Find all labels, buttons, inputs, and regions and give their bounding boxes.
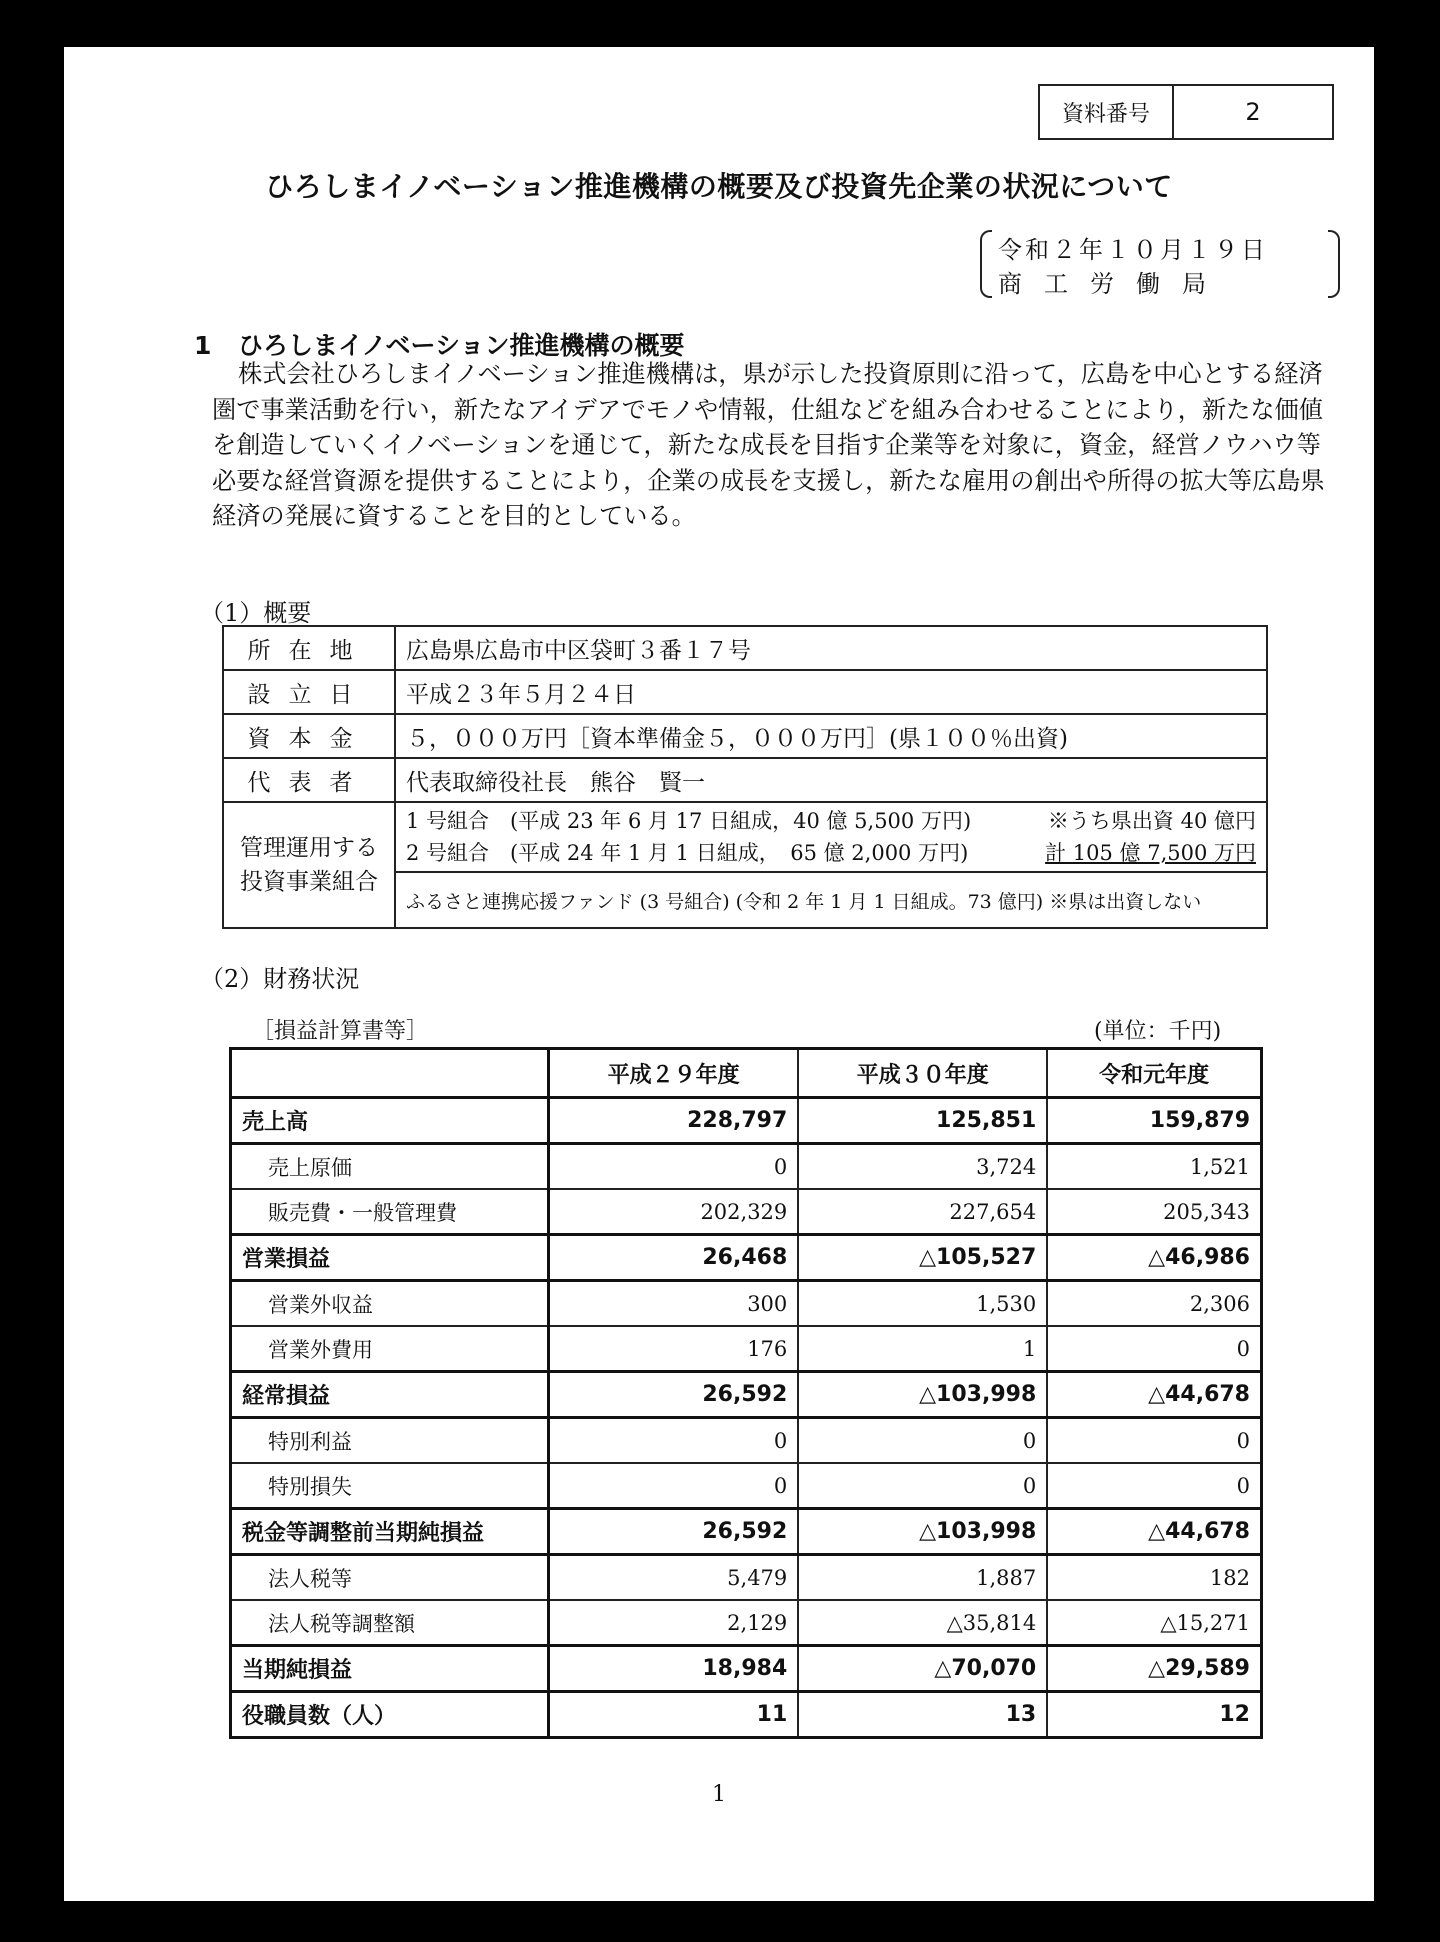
header-col: 令和元年度 xyxy=(1047,1049,1261,1098)
table-row xyxy=(231,1189,1262,1235)
row-label: 販売費・一般管理費 xyxy=(231,1189,549,1235)
document-number-value: 2 xyxy=(1245,98,1261,126)
row-value: 205,343 xyxy=(1047,1189,1261,1235)
row-value: △15,271 xyxy=(1047,1600,1261,1646)
row-value: 125,851 xyxy=(798,1098,1047,1144)
row-value: 182 xyxy=(1047,1555,1261,1601)
overview-label: 代表者 xyxy=(223,758,395,802)
row-value: △44,678 xyxy=(1047,1372,1261,1418)
row-label: 売上高 xyxy=(231,1098,549,1144)
department-line: 商工労働局 xyxy=(998,270,1228,298)
row-value: 0 xyxy=(798,1418,1047,1464)
row-value: 0 xyxy=(798,1463,1047,1509)
overview-heading: （1）概要 xyxy=(200,599,312,627)
table-row xyxy=(231,1144,1262,1190)
overview-label: 所在地 xyxy=(223,626,395,670)
row-value: 1 xyxy=(798,1326,1047,1372)
row-label: 営業損益 xyxy=(231,1235,549,1281)
row-value: 2,129 xyxy=(549,1600,799,1646)
table-row xyxy=(231,1281,1262,1327)
table-row xyxy=(231,1509,1262,1555)
date-line: 令和２年１０月１９日 xyxy=(998,236,1268,264)
date-block xyxy=(980,230,1340,298)
overview-table xyxy=(222,625,1268,929)
table-row xyxy=(231,1555,1262,1601)
row-value: 0 xyxy=(549,1418,799,1464)
header-blank xyxy=(231,1049,549,1098)
table-row xyxy=(231,1646,1262,1692)
row-value: △105,527 xyxy=(798,1235,1047,1281)
document-number-label: 資料番号 xyxy=(1040,86,1174,138)
table-row xyxy=(231,1692,1262,1738)
row-value: 1,530 xyxy=(798,1281,1047,1327)
row-value: △35,814 xyxy=(798,1600,1047,1646)
row-label: 経常損益 xyxy=(231,1372,549,1418)
unit-label: (単位：千円) xyxy=(1094,1019,1222,1044)
overview-value: ５，０００万円［資本準備金５，０００万円］(県１００％出資) xyxy=(395,714,1267,758)
document-page xyxy=(64,47,1374,1901)
row-value: 26,592 xyxy=(549,1509,799,1555)
row-value: 1,521 xyxy=(1047,1144,1261,1190)
row-value: 0 xyxy=(1047,1326,1261,1372)
row-value: 11 xyxy=(549,1692,799,1738)
row-value: 227,654 xyxy=(798,1189,1047,1235)
row-value: 13 xyxy=(798,1692,1047,1738)
table-row xyxy=(231,1600,1262,1646)
fund-2: 2 号組合 (平成 24 年 1 月 1 日組成， 65 億 2,000 万円) 計 105 億 7,500 万円 xyxy=(406,841,1256,865)
header-col: 平成２９年度 xyxy=(549,1049,799,1098)
row-label: 法人税等 xyxy=(231,1555,549,1601)
row-value: △103,998 xyxy=(798,1372,1047,1418)
overview-value: 広島県広島市中区袋町３番１７号 xyxy=(395,626,1267,670)
table-row xyxy=(231,1235,1262,1281)
row-label: 役職員数（人） xyxy=(231,1692,549,1738)
table-row xyxy=(231,1372,1262,1418)
overview-value: 平成２３年５月２４日 xyxy=(395,670,1267,714)
row-value: 26,592 xyxy=(549,1372,799,1418)
overview-row-funds xyxy=(223,802,1267,872)
row-value: 0 xyxy=(1047,1418,1261,1464)
row-label: 税金等調整前当期純損益 xyxy=(231,1509,549,1555)
table-row xyxy=(231,1463,1262,1509)
overview-label: 設立日 xyxy=(223,670,395,714)
row-value: △29,589 xyxy=(1047,1646,1261,1692)
bracket-right xyxy=(1328,230,1340,298)
overview-row xyxy=(223,714,1267,758)
header-col: 平成３０年度 xyxy=(798,1049,1047,1098)
bracket-left xyxy=(980,230,992,298)
document-number-box xyxy=(1038,84,1334,140)
fund-3: ふるさと連携応援ファンド (3 号組合) (令和 2 年 1 月 1 日組成。73 億円) ※県は出資しない xyxy=(395,872,1267,928)
row-value: 26,468 xyxy=(549,1235,799,1281)
row-value: 300 xyxy=(549,1281,799,1327)
fund-1: 1 号組合 (平成 23 年 6 月 17 日組成，40 億 5,500 万円) ※うち県出資 40 億円 xyxy=(406,809,1256,833)
row-value: 18,984 xyxy=(549,1646,799,1692)
row-label: 営業外費用 xyxy=(231,1326,549,1372)
row-value: 0 xyxy=(549,1144,799,1190)
row-label: 特別損失 xyxy=(231,1463,549,1509)
overview-row xyxy=(223,758,1267,802)
table-header-row xyxy=(231,1049,1262,1098)
row-value: 0 xyxy=(549,1463,799,1509)
section-title: ひろしまイノベーション推進機構の概要 xyxy=(238,331,685,360)
row-value: 1,887 xyxy=(798,1555,1047,1601)
row-value: 12 xyxy=(1047,1692,1261,1738)
fund-label: 管理運用する 投資事業組合 xyxy=(223,802,395,928)
row-value: 3,724 xyxy=(798,1144,1047,1190)
table-row xyxy=(231,1418,1262,1464)
overview-row xyxy=(223,626,1267,670)
income-statement-title: ［損益計算書等］ xyxy=(252,1019,429,1044)
table-row xyxy=(231,1098,1262,1144)
row-value: 228,797 xyxy=(549,1098,799,1144)
row-value: 2,306 xyxy=(1047,1281,1261,1327)
row-value: △103,998 xyxy=(798,1509,1047,1555)
row-label: 法人税等調整額 xyxy=(231,1600,549,1646)
row-value: 159,879 xyxy=(1047,1098,1261,1144)
overview-value: 代表取締役社長 熊谷 賢一 xyxy=(395,758,1267,802)
income-statement-table xyxy=(229,1047,1263,1739)
row-label: 特別利益 xyxy=(231,1418,549,1464)
row-value: 5,479 xyxy=(549,1555,799,1601)
page-title: ひろしまイノベーション推進機構の概要及び投資先企業の状況について xyxy=(265,170,1173,203)
finance-heading: （2）財務状況 xyxy=(200,965,360,993)
row-label: 売上原価 xyxy=(231,1144,549,1190)
row-value: △70,070 xyxy=(798,1646,1047,1692)
row-value: 0 xyxy=(1047,1463,1261,1509)
section-number: 1 xyxy=(194,331,212,360)
row-value: △44,678 xyxy=(1047,1509,1261,1555)
overview-label: 資本金 xyxy=(223,714,395,758)
fund-list xyxy=(395,802,1267,872)
table-row xyxy=(231,1326,1262,1372)
section-paragraph: 株式会社ひろしまイノベーション推進機構は，県が示した投資原則に沿って，広島を中心とする経済圏で事業活動を行い，新たなアイデアでモノや情報，仕組などを組み合わせることにより，新たな価値を創造していくイノベーションを通じて，新たな成長を目指す企業等を対象に，資金，経営ノウハウ等必要な経営資源を提供することにより，企業の成長を支援し，新たな雇用の創出や所得の拡大等広島県経済の発展に資することを目的としている。 xyxy=(212,360,1325,531)
row-label: 当期純損益 xyxy=(231,1646,549,1692)
overview-row xyxy=(223,670,1267,714)
row-value: △46,986 xyxy=(1047,1235,1261,1281)
row-label: 営業外収益 xyxy=(231,1281,549,1327)
row-value: 176 xyxy=(549,1326,799,1372)
row-value: 202,329 xyxy=(549,1189,799,1235)
page-number: 1 xyxy=(712,1782,726,1807)
